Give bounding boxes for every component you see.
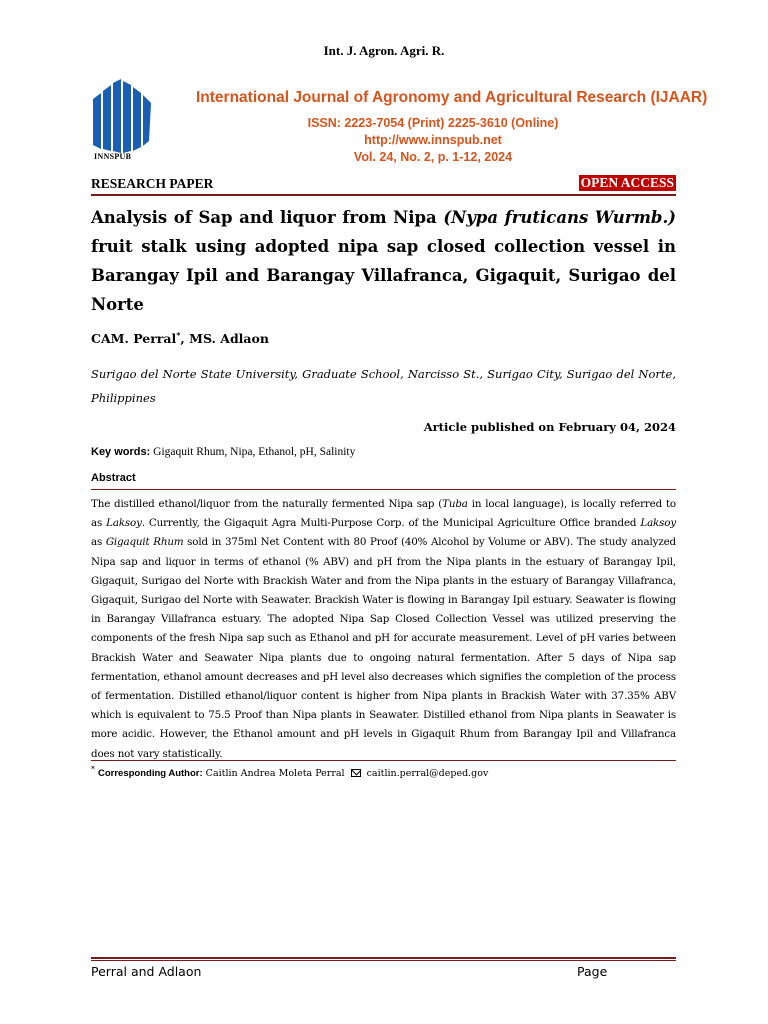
title-part-1: Analysis of Sap and liquor from Nipa (91, 208, 444, 227)
corresponding-star: * (91, 765, 95, 774)
journal-issn: ISSN: 2223-7054 (Print) 2225-3610 (Online) (307, 116, 559, 130)
footer-authors: Perral and Adlaon (91, 964, 202, 979)
article-type-bar (91, 174, 676, 194)
abstract-heading: Abstract (91, 472, 136, 484)
corresponding-label: Corresponding Author: (97, 768, 203, 780)
running-head: Int. J. Agron. Agri. R. (323, 43, 445, 58)
corresponding-name: Caitlin Andrea Moleta Perral (202, 768, 348, 780)
abstract-italic-2: Laksoy (106, 517, 142, 530)
abstract-rule (91, 489, 676, 490)
abstract-italic-1: Tuba (442, 498, 468, 510)
authors (91, 330, 269, 346)
abstract-italic-4: Gigaquit Rhum (105, 536, 184, 549)
abstract-body (91, 495, 676, 764)
envelope-icon (351, 769, 361, 777)
keywords (91, 446, 355, 458)
affiliation: Surigao del Norte State University, Graduate School, Narcisso St., Surigao City, Surigao del Norte, Philippines (91, 367, 676, 405)
publication-date: Article published on February 04, 2024 (423, 420, 676, 434)
journal-title: International Journal of Agronomy and Agricultural Research (IJAAR) (196, 89, 708, 106)
footer-rule-thin (91, 960, 676, 961)
author-first: CAM. Perral (91, 331, 177, 347)
title-species: (Nypa fruticans Wurmb.) (443, 208, 676, 227)
header-rule (91, 194, 676, 196)
abstract-text-1: The distilled ethanol/liquor from the naturally fermented Nipa sap ( (91, 498, 443, 510)
keywords-text: Gigaquit Rhum, Nipa, Ethanol, pH, Salinity (150, 446, 356, 458)
article-type-label: RESEARCH PAPER (91, 176, 214, 191)
corresponding-rule (91, 760, 676, 761)
corresponding-email[interactable]: caitlin.perral@deped.gov (363, 768, 489, 780)
abstract-text-4: as (91, 536, 106, 549)
keywords-label: Key words: (91, 446, 151, 458)
abstract-italic-3: Laksoy (640, 517, 676, 530)
corresponding-mark: * (176, 330, 181, 340)
author-rest: , MS. Adlaon (180, 331, 269, 347)
journal-url[interactable]: http://www.innspub.net (364, 133, 502, 147)
footer-page-label: Page (577, 964, 608, 979)
footer-rule-thick (91, 957, 676, 959)
abstract-text-2: in local language), is locally referred to as (91, 498, 676, 530)
publisher-logo-text: INNSPUB (94, 152, 132, 161)
abstract-text-3: . Currently, the Gigaquit Agra Multi-Purpose Corp. of the Municipal Agriculture Office branded (141, 517, 641, 530)
open-access-badge: OPEN ACCESS (580, 175, 674, 190)
corresponding-author (91, 765, 488, 779)
abstract-text-5: sold in 375ml Net Content with 80 Proof (40% Alcohol by Volume or ABV). The study analyzed Nipa sap and liquor in terms of ethanol (% ABV) and pH from the Nipa plants in the estuary of Barangay Ipil, Gigaquit, Surigao del Norte with Brackish Water and from the Nipa plants in the estuary of Barangay Villafranca, Gigaquit, Surigao del Norte with Seawater. Brackish Water is flowing in Barangay Ipil estuary. Seawater is flowing in Barangay Villafranca estuary. The adopted Nipa Sap Closed Collection Vessel was utilized preserving the components of the fresh Nipa sap such as Ethanol and pH for accurate measurement. Level of pH varies between Brackish Water and Seawater Nipa plants due to ongoing natural fermentation. After 5 days of Nipa sap fermentation, ethanol amount decreases and pH level also decreases which signifies the completion of the process of fermentation. Distilled ethanol/liquor content is higher from Nipa plants in Brackish Water with 37.35% ABV which is equivalent to 75.5 Proof than Nipa plants in Seawater. Distilled ethanol from Nipa plants in Seawater is more acidic. However, the Ethanol amount and pH levels in Gigaquit Rhum from Barangay Ipil and Villafranca does not vary statistically. (91, 536, 676, 760)
journal-volume: Vol. 24, No. 2, p. 1-12, 2024 (353, 150, 513, 164)
paper-title (91, 203, 676, 319)
title-part-2: fruit stalk using adopted nipa sap closed collection vessel in Barangay Ipil and Barangay Villafranca, Gigaquit, Surigao del Norte (91, 237, 676, 314)
